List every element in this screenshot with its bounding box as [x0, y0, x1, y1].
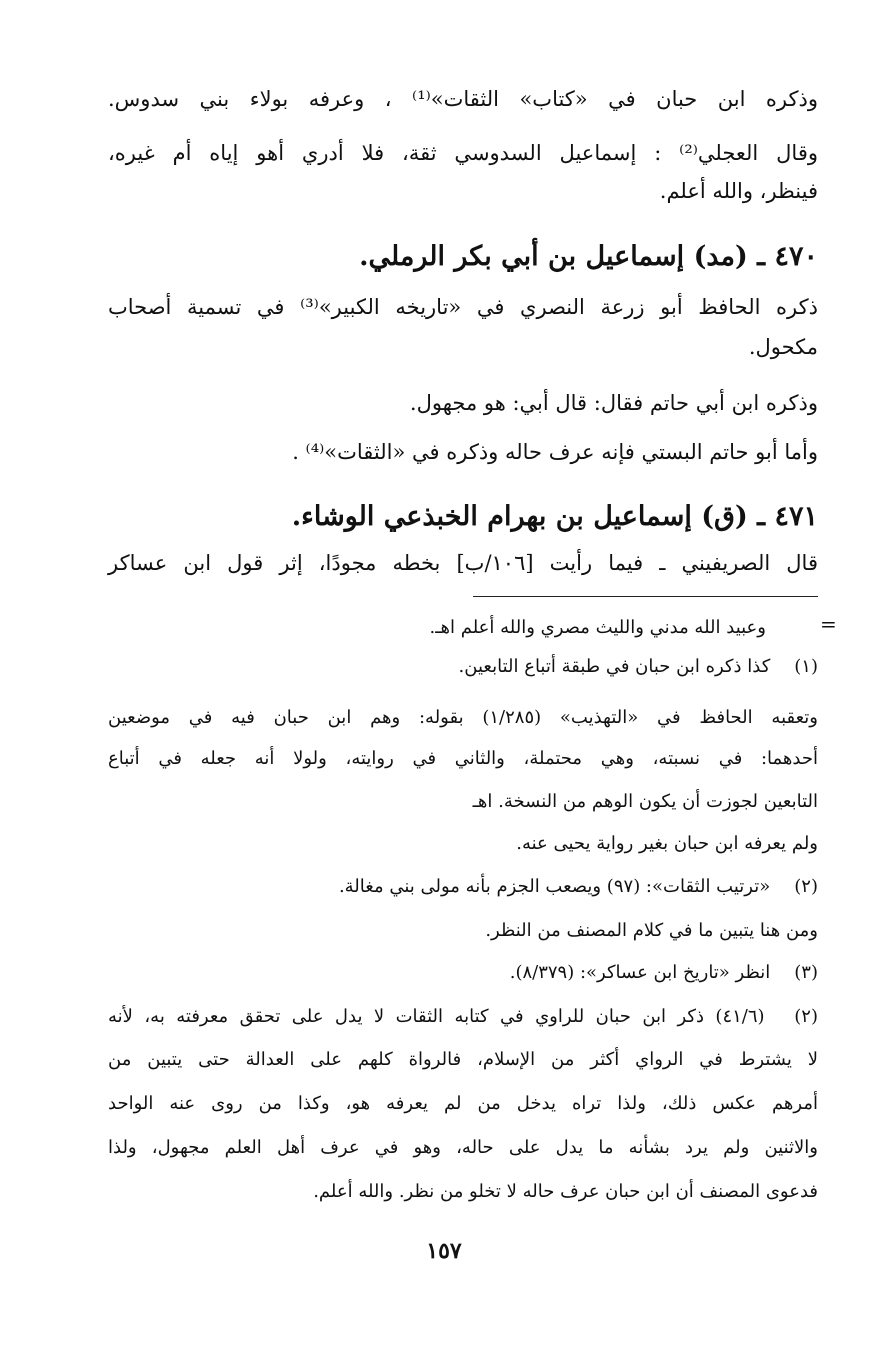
page-number: ١٥٧: [426, 1238, 462, 1264]
footnote-text: (٤١/٦) ذكر ابن حبان للراوي في كتابه الثقات لا يدل على تحقق معرفته به، لأنه: [108, 1006, 765, 1027]
body-line: ذكره الحافظ أبو زرعة النصري في «تاريخه الكبير»⁽³⁾ في تسمية أصحاب: [108, 295, 818, 319]
body-line: وذكره ابن أبي حاتم فقال: قال أبي: هو مجهول.: [409, 391, 818, 415]
body-line: فينظر، والله أعلم.: [659, 179, 818, 203]
footnote-4: [108, 1003, 818, 1031]
footnote-text: انظر «تاريخ ابن عساكر»: (٨/٣٧٩).: [509, 962, 771, 983]
footnote-text: كذا ذكره ابن حبان في طبقة أتباع التابعين.: [458, 656, 771, 677]
footnote-2: [339, 873, 818, 901]
footnote-line: وتعقبه الحافظ في «التهذيب» (١/٢٨٥) بقوله: وهم ابن حبان فيه في موضعين: [108, 707, 818, 728]
footnote-line: التابعين لجوزت أن يكون الوهم من النسخة. اهـ: [472, 791, 818, 812]
footnote-line: لا يشترط في الرواي أكثر من الإسلام، فالرواة كلهم على العدالة حتى يتبين من: [108, 1049, 818, 1070]
footnote-3: [510, 959, 818, 987]
body-line: قال الصريفيني ـ فيما رأيت [١٠٦/ب] بخطه مجودًا، إثر قول ابن عساكر: [108, 551, 818, 575]
body-line: مكحول.: [748, 335, 818, 359]
footnote-line: ولم يعرفه ابن حبان بغير رواية يحيى عنه.: [516, 833, 818, 854]
footnote-line: أمرهم عكس ذلك، ولذا تراه يدخل من لم يعرفه هو، وكذا من روى عنه الواحد: [108, 1093, 818, 1114]
footnote-separator: [473, 596, 818, 597]
footnote-number: (٢): [794, 876, 818, 897]
footnote-continuation: وعبيد الله مدني والليث مصري والله أعلم اهـ.: [429, 617, 766, 638]
footnote-line: أحدهما: في نسبته، وهي محتملة، والثاني في روايته، ولولا أنه جعله في أتباع: [108, 748, 818, 769]
footnote-1: [459, 653, 818, 681]
body-line: وذكره ابن حبان في «كتاب» الثقات»⁽¹⁾ ، وعرفه بولاء بني سدوس.: [108, 87, 818, 111]
footnote-number: (٢): [794, 1006, 818, 1027]
footnote-line: ومن هنا يتبين ما في كلام المصنف من النظر.: [485, 920, 818, 941]
body-line: وأما أبو حاتم البستي فإنه عرف حاله وذكره في «الثقات»⁽⁴⁾ .: [292, 440, 818, 464]
entry-heading-470: ٤٧٠ ـ (مد) إسماعيل بن أبي بكر الرملي.: [359, 241, 818, 272]
footnote-number: (١): [794, 656, 818, 677]
entry-heading-471: ٤٧١ ـ (ق) إسماعيل بن بهرام الخبذعي الوشاء.: [291, 501, 818, 532]
footnote-line: فدعوى المصنف أن ابن حبان عرف حاله لا تخلو من نظر. والله أعلم.: [313, 1181, 818, 1202]
footnote-number: (٣): [794, 962, 818, 983]
continuation-mark: =: [820, 612, 837, 636]
body-line: وقال العجلي⁽²⁾ : إسماعيل السدوسي ثقة، فلا أدري أهو إياه أم غيره،: [108, 141, 818, 165]
footnote-line: والاثنين ولم يرد بشأنه ما يدل على حاله، وهو في عرف أهل العلم مجهول، ولذا: [108, 1137, 818, 1158]
footnote-text: «ترتيب الثقات»: (٩٧) ويصعب الجزم بأنه مولى بني مغالة.: [338, 876, 771, 897]
